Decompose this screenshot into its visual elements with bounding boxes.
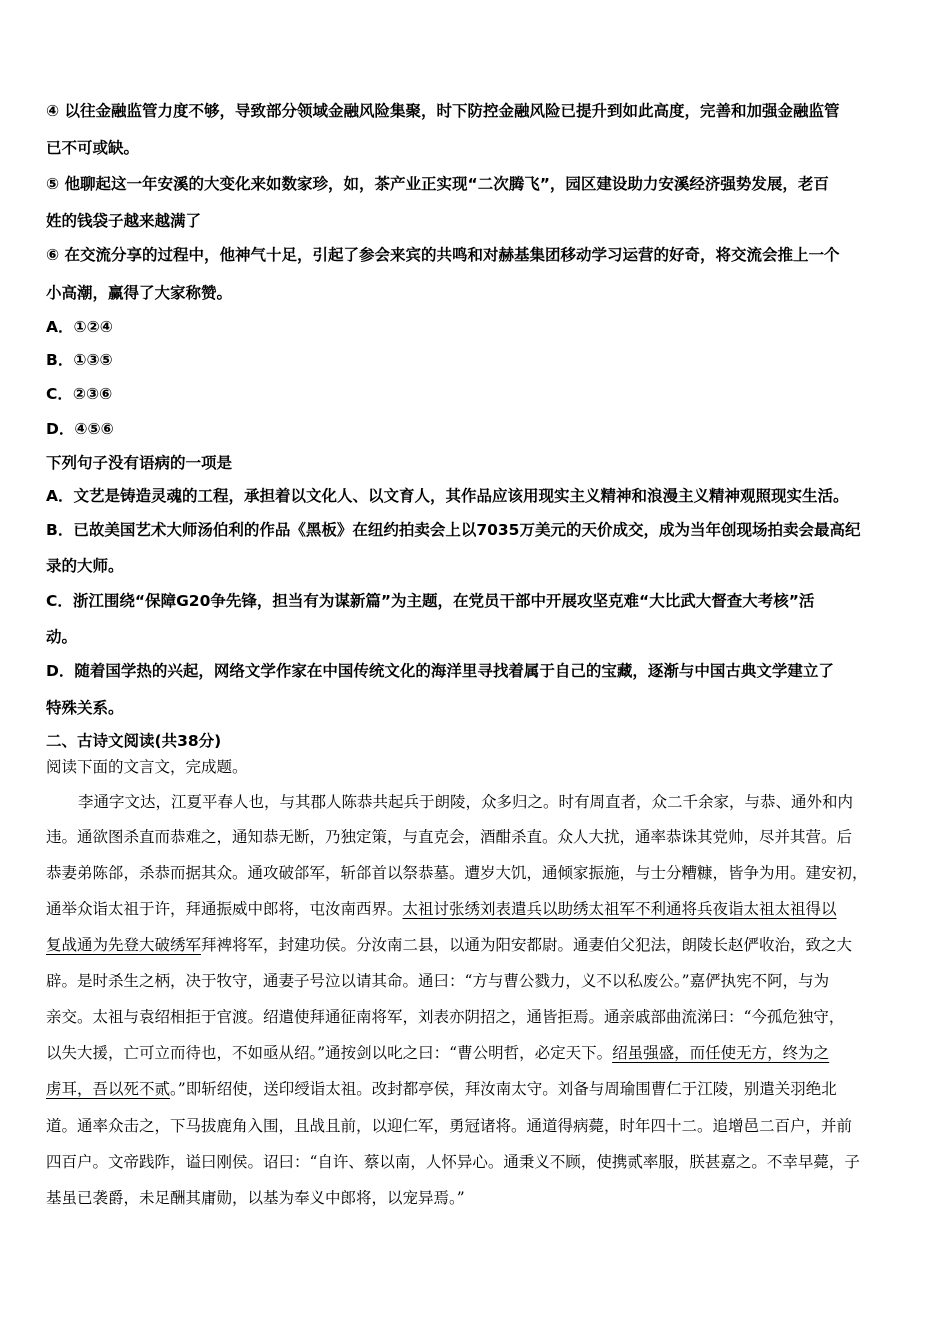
choice-d: D．④⑤⑥	[46, 420, 114, 438]
passage-line-4	[46, 898, 837, 920]
choice-b: B．①③⑤	[46, 351, 113, 369]
section-heading: 二、古诗文阅读(共38分)	[46, 732, 222, 750]
option-item-4-line-1: ④ 以往金融监管力度不够，导致部分领域金融风险集聚，时下防控金融风险已提升到如此高度，完善和加强金融监管	[46, 102, 840, 120]
question2-option-d-line-1: D．随着国学热的兴起，网络文学作家在中国传统文化的海洋里寻找着属于自己的宝藏，逐渐与中国古典文学建立了	[46, 662, 834, 680]
question2-option-a: A．文艺是铸造灵魂的工程，承担着以文化人、以文育人，其作品应该用现实主义精神和浪漫主义精神观照现实生活。	[46, 487, 849, 505]
question2-option-c-line-2: 动。	[46, 628, 78, 646]
passage-line-2: 违。通欲图杀直而恭难之，通知恭无断，乃独定策，与直克会，酒酣杀直。众人大扰，通率恭诛其党帅，尽并其营。后	[46, 828, 853, 846]
passage-line-7: 亲交。太祖与袁绍相拒于官渡。绍遣使拜通征南将军，刘表亦阴招之，通皆拒焉。通亲戚部曲流涕曰：“今孤危独守，	[46, 1008, 845, 1026]
question-stem: 下列句子没有语病的一项是	[46, 454, 233, 472]
underlined-sentence: 虏耳，吾以死不贰	[46, 1080, 171, 1098]
question2-option-b-line-2: 录的大师。	[46, 557, 124, 575]
choice-a: A．①②④	[46, 318, 113, 336]
question2-option-b-line-1: B．已故美国艺术大师汤伯利的作品《黑板》在纽约拍卖会上以7035万美元的天价成交，成为当年创现场拍卖会最高纪	[46, 521, 861, 539]
choice-c: C．②③⑥	[46, 385, 113, 403]
passage-text: 以失大援，亡可立而待也，不如亟从绍。”通按剑以叱之曰：“曹公明哲，必定天下。	[46, 1044, 613, 1062]
passage-text: 通举众诣太祖于许，拜通振威中郎将，屯汝南西界。	[46, 900, 403, 918]
question2-option-d-line-2: 特殊关系。	[46, 699, 124, 717]
passage-line-8	[46, 1042, 829, 1064]
passage-line-9	[46, 1078, 837, 1100]
passage-text: 拜裨将军，封建功侯。分汝南二县，以通为阳安都尉。通妻伯父犯法，朗陵长赵俨收治，致之大	[201, 936, 853, 954]
underlined-sentence: 绍虽强盛，而任使无方，终为之	[612, 1044, 830, 1062]
question2-option-c-line-1: C．浙江围绕“保障G20争先锋，担当有为谋新篇”为主题，在党员干部中开展攻坚克难“大比武大督查大考核”活	[46, 592, 815, 610]
passage-line-12: 基虽已袭爵，未足酬其庸勋，以基为奉义中郎将，以宠异焉。”	[46, 1189, 465, 1207]
underlined-sentence: 太祖讨张绣刘表遣兵以助绣太祖军不利通将兵夜诣太祖太祖得以	[402, 900, 837, 918]
passage-line-6: 辟。是时杀生之柄，决于牧守，通妻子号泣以请其命。通曰：“方与曹公戮力，义不以私废公。”嘉俨执宪不阿，与为	[46, 972, 830, 990]
passage-line-11: 四百户。文帝践阼，谥曰刚侯。诏曰：“自许、蔡以南，人怀异心。通秉义不顾，使携贰率服，朕甚嘉之。不幸早薨，子	[46, 1153, 860, 1171]
passage-line-10: 道。通率众击之，下马拔鹿角入围，且战且前，以迎仁军，勇冠诸将。通道得病薨，时年四十二。追增邑二百户，并前	[46, 1117, 853, 1135]
section-instruction: 阅读下面的文言文，完成题。	[46, 758, 248, 776]
option-item-5-line-1: ⑤ 他聊起这一年安溪的大变化来如数家珍，如，茶产业正实现“二次腾飞”，园区建设助力安溪经济强势发展，老百	[46, 175, 829, 193]
option-item-6-line-2: 小高潮，赢得了大家称赞。	[46, 284, 233, 302]
underlined-sentence: 复战通为先登大破绣军	[46, 936, 202, 954]
passage-line-1: 李通字文达，江夏平春人也，与其郡人陈恭共起兵于朗陵，众多归之。时有周直者，众二千余家，与恭、通外和内	[78, 793, 854, 811]
passage-line-5	[46, 934, 852, 956]
passage-text: 。”即斩绍使，送印绶诣太祖。改封都亭侯，拜汝南太守。刘备与周瑜围曹仁于江陵，别遣关羽绝北	[170, 1080, 837, 1098]
passage-line-3: 恭妻弟陈郃，杀恭而据其众。通攻破郃军，斩郃首以祭恭墓。遭岁大饥，通倾家振施，与士分糟糠，皆争为用。建安初，	[46, 864, 868, 882]
option-item-4-line-2: 已不可或缺。	[46, 139, 140, 157]
option-item-5-line-2: 姓的钱袋子越来越满了	[46, 212, 202, 230]
option-item-6-line-1: ⑥ 在交流分享的过程中，他神气十足，引起了参会来宾的共鸣和对赫基集团移动学习运营的好奇，将交流会推上一个	[46, 246, 840, 264]
